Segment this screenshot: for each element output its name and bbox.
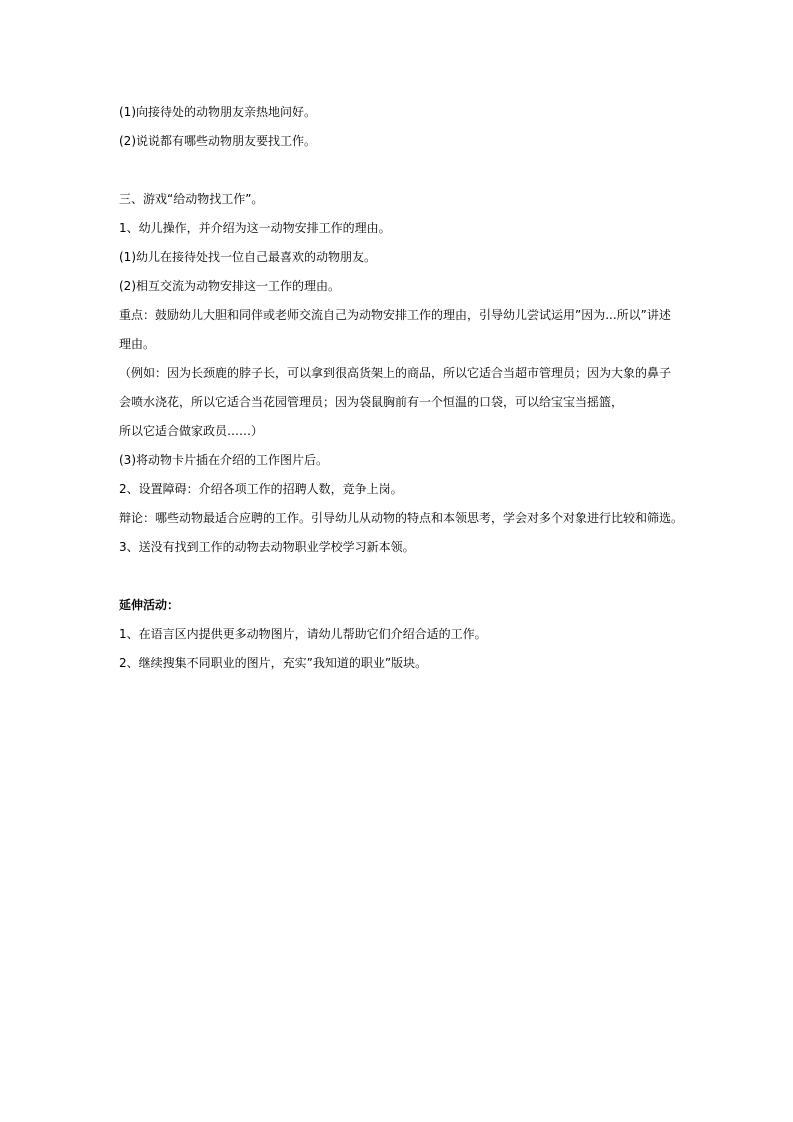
text-line-14: 辩论：哪些动物最适合应聘的工作。引导幼儿从动物的特点和本领思考，学会对多个对象进行比较和筛选。 [119,511,684,525]
text-line-5: (1)幼儿在接待处找一位自己最喜欢的动物朋友。 [119,250,376,264]
text-line-11: 所以它适合做家政员……） [119,424,264,438]
text-line-2: (2)说说都有哪些动物朋友要找工作。 [119,134,316,148]
text-line-8: 理由。 [119,337,156,351]
text-line-1: (1)向接待处的动物朋友亲热地问好。 [119,105,316,119]
text-line-17: 1、在语言区内提供更多动物图片，请幼儿帮助它们介绍合适的工作。 [119,627,487,641]
text-line-15: 3、送没有找到工作的动物去动物职业学校学习新本领。 [119,540,415,554]
section-heading-extension: 延伸活动： [119,598,180,612]
section-heading-game: 三、游戏“给动物找工作”。 [119,192,264,206]
text-line-18: 2、继续搜集不同职业的图片，充实”我知道的职业”版块。 [119,656,428,670]
text-line-9: （例如：因为长颈鹿的脖子长，可以拿到很高货架上的商品，所以它适合当超市管理员；因为大象的鼻子 [119,366,672,380]
text-line-12: (3)将动物卡片插在介绍的工作图片后。 [119,453,328,467]
text-line-6: (2)相互交流为动物安排这一工作的理由。 [119,279,340,293]
text-line-13: 2、设置障碍：介绍各项工作的招聘人数，竞争上岗。 [119,482,403,496]
text-line-4: 1、幼儿操作，并介绍为这一动物安排工作的理由。 [119,221,391,235]
text-line-10: 会喷水浇花，所以它适合当花园管理员；因为袋鼠胸前有一个恒温的口袋，可以给宝宝当摇篮， [119,395,624,409]
text-line-7: 重点：鼓励幼儿大胆和同伴或老师交流自己为动物安排工作的理由，引导幼儿尝试运用”因为...所以”讲述 [119,308,671,322]
